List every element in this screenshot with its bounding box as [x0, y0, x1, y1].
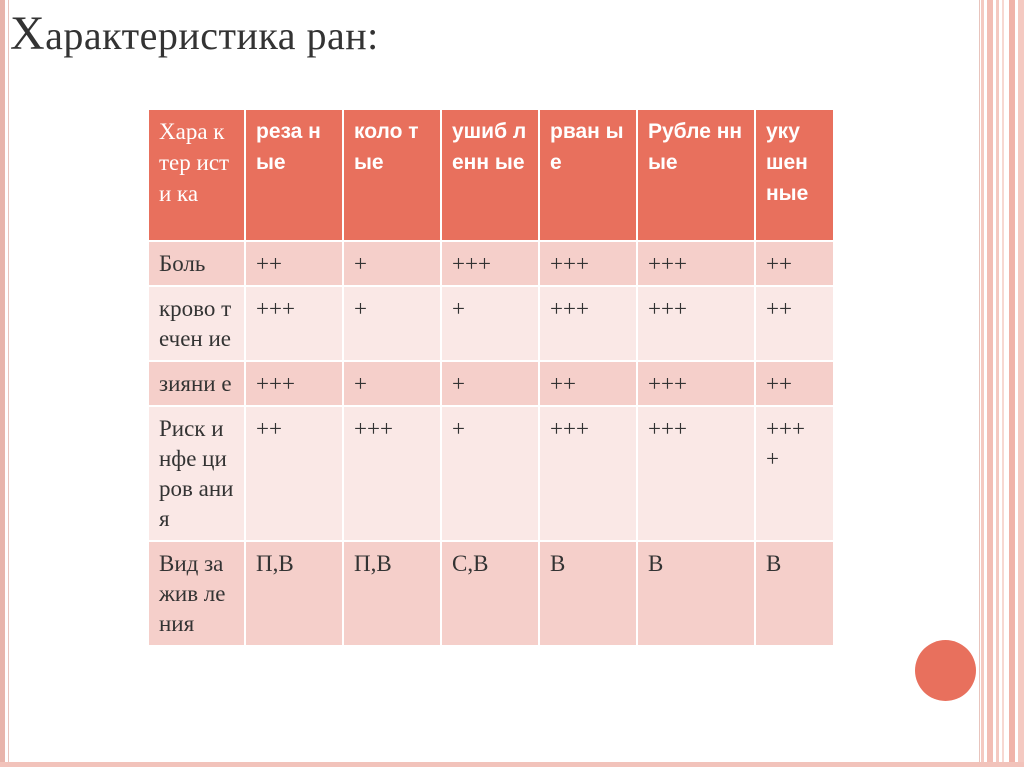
table-row [148, 541, 834, 646]
table-cell: +++ + [755, 406, 834, 541]
table-cell: +++ [637, 286, 755, 361]
table-cell: ++ [539, 361, 637, 406]
decor-bottom-line [0, 762, 1024, 767]
row-label: Боль [148, 241, 245, 286]
table-cell: С,В [441, 541, 539, 646]
table-cell: П,В [245, 541, 343, 646]
table-cell: + [441, 361, 539, 406]
table-cell: +++ [343, 406, 441, 541]
table-cell: + [343, 286, 441, 361]
table-cell: +++ [245, 286, 343, 361]
table-cell: +++ [539, 406, 637, 541]
header-cell: Хара ктер исти ка [148, 109, 245, 241]
table-cell: + [343, 241, 441, 286]
table-cell: В [755, 541, 834, 646]
row-label: крово течен ие [148, 286, 245, 361]
row-label: Риск инфе циров ания [148, 406, 245, 541]
decor-stripe [987, 0, 993, 767]
header-cell: коло тые [343, 109, 441, 241]
table-cell: ++ [245, 406, 343, 541]
table-row [148, 361, 834, 406]
decor-circle [915, 640, 976, 701]
title-rest: арактеристика ран: [45, 13, 379, 58]
table-cell: +++ [539, 286, 637, 361]
decor-stripe [981, 0, 984, 767]
table-row [148, 406, 834, 541]
table-cell: +++ [441, 241, 539, 286]
table-cell: +++ [637, 361, 755, 406]
table-cell: ++ [755, 361, 834, 406]
table-cell: В [539, 541, 637, 646]
row-label: зияни е [148, 361, 245, 406]
table-cell: +++ [245, 361, 343, 406]
table-cell: + [441, 406, 539, 541]
decor-stripe [1002, 0, 1004, 767]
slide-title [10, 6, 379, 61]
header-cell: Рубле нные [637, 109, 755, 241]
table-cell: ++ [245, 241, 343, 286]
slide-frame-left [0, 0, 5, 767]
table-cell: В [637, 541, 755, 646]
table-cell: +++ [539, 241, 637, 286]
header-cell: уку шен ные [755, 109, 834, 241]
header-cell: рван ые [539, 109, 637, 241]
table-cell: П,В [343, 541, 441, 646]
header-cell: реза ные [245, 109, 343, 241]
title-initial: Х [10, 7, 46, 60]
table-cell: ++ [755, 241, 834, 286]
table-cell: +++ [637, 406, 755, 541]
table-row [148, 241, 834, 286]
table-row [148, 286, 834, 361]
wound-characteristics-table [147, 108, 835, 647]
table-cell: ++ [755, 286, 834, 361]
decor-stripe [1018, 0, 1024, 767]
table-cell: + [441, 286, 539, 361]
decor-stripe [1009, 0, 1015, 767]
table-cell: + [343, 361, 441, 406]
table-header-row [148, 109, 834, 241]
table-cell: +++ [637, 241, 755, 286]
header-cell: ушиб ленн ые [441, 109, 539, 241]
row-label: Вид зажив ления [148, 541, 245, 646]
decor-stripe [996, 0, 999, 767]
